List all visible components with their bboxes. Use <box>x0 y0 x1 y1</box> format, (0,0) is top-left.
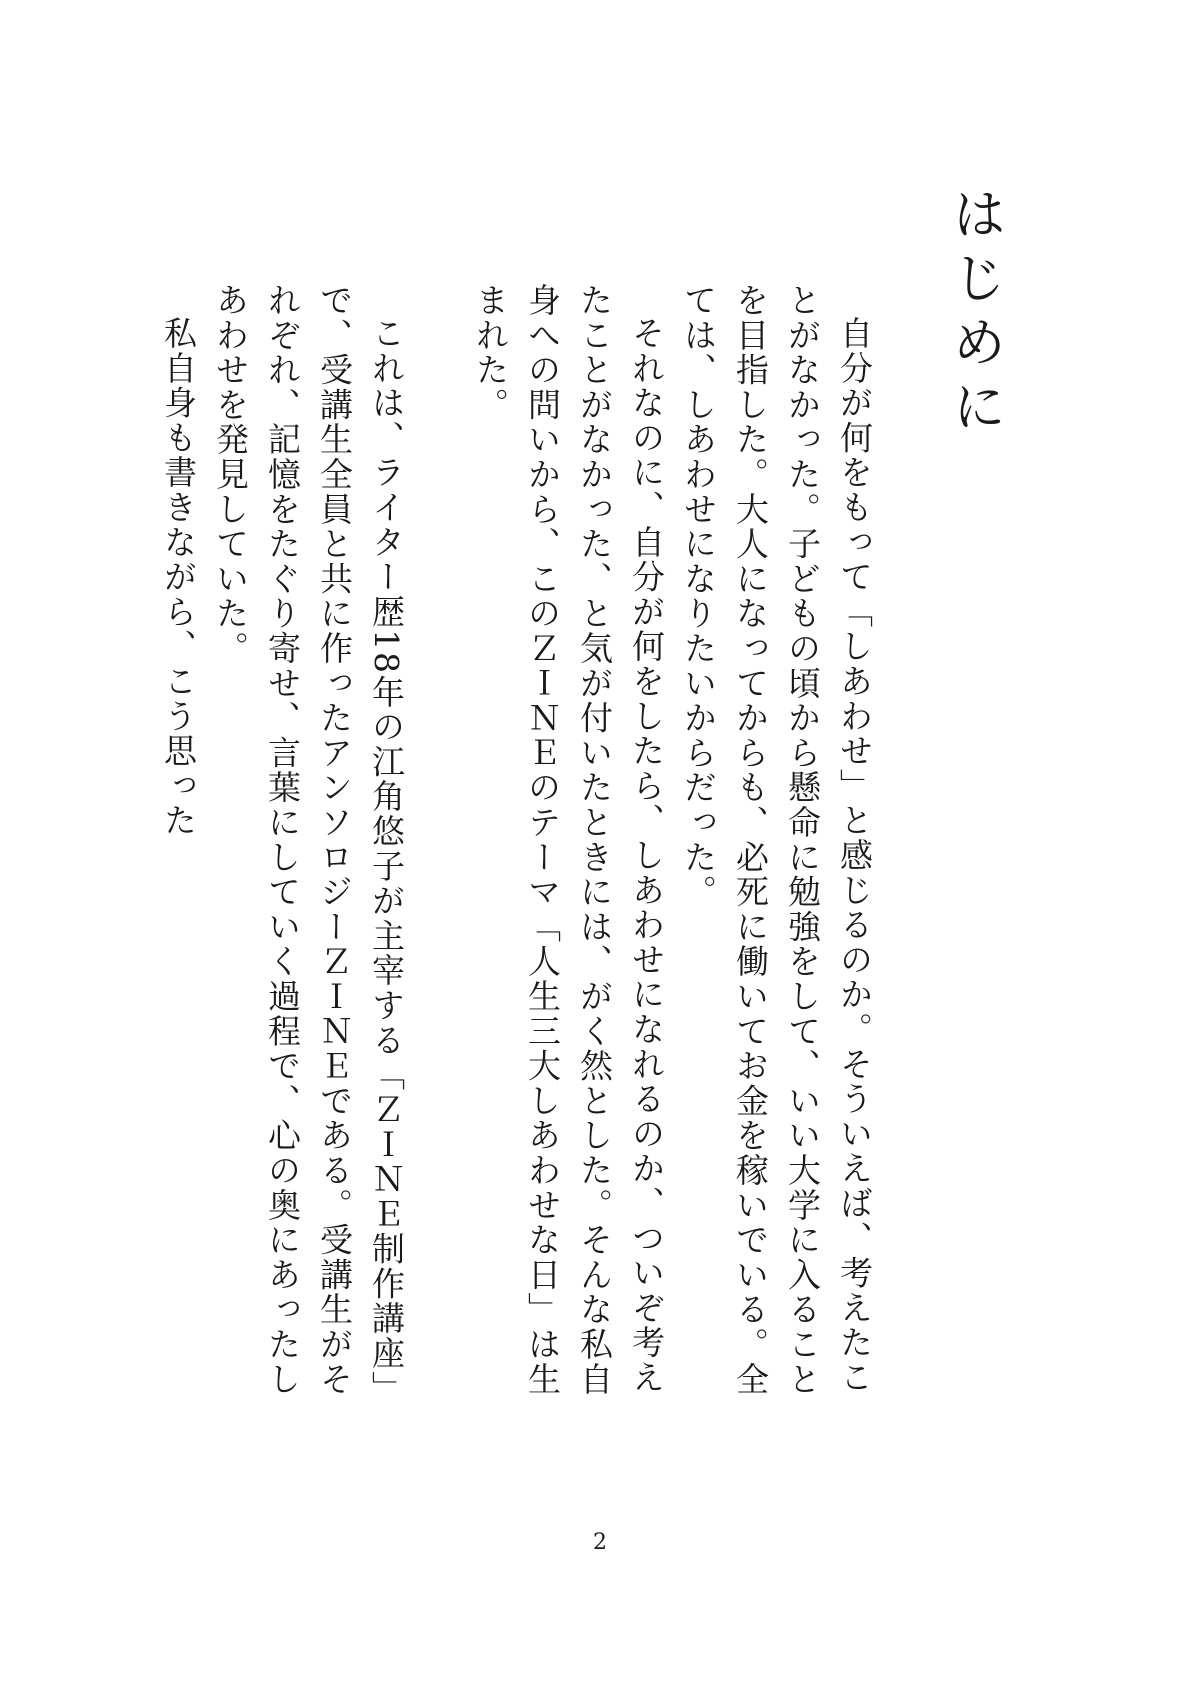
page-number: 2 <box>593 1530 607 1555</box>
body-text <box>152 283 880 1413</box>
paragraph-4: 私自身も書きながら、こう思った <box>159 316 198 838</box>
page-title: はじめに <box>944 186 1007 442</box>
paragraph-spacer <box>412 283 464 1413</box>
paragraph-1: 自分が何をもって「しあわせ」と感じるのか。そういえば、考えたことがなかった。子どもの頃から懸命に勉強をして、いい大学に入ることを目指した。大人になってからも、必死に働いてお金を稼いでいる。全ては、しあわせになりたいからだった。 <box>679 283 874 1397</box>
paragraph-2: それなのに、自分が何をしたら、しあわせになれるのか、ついぞ考えたことがなかった、と気が付いたときには、がく然とした。そんな私自身への問いから、このＺＩＮＥのテーマ「人生三大しあわせな日」は生まれた。 <box>471 283 666 1397</box>
paragraph-3: これは、ライター歴18年の江角悠子が主宰する「ＺＩＮＥ制作講座」で、受講生全員と共に作ったアンソロジーＺＩＮＥである。受講生がそれぞれ、記憶をたぐり寄せ、言葉にしていく過程で、心の奥にあったしあわせを発見していた。 <box>211 283 406 1406</box>
